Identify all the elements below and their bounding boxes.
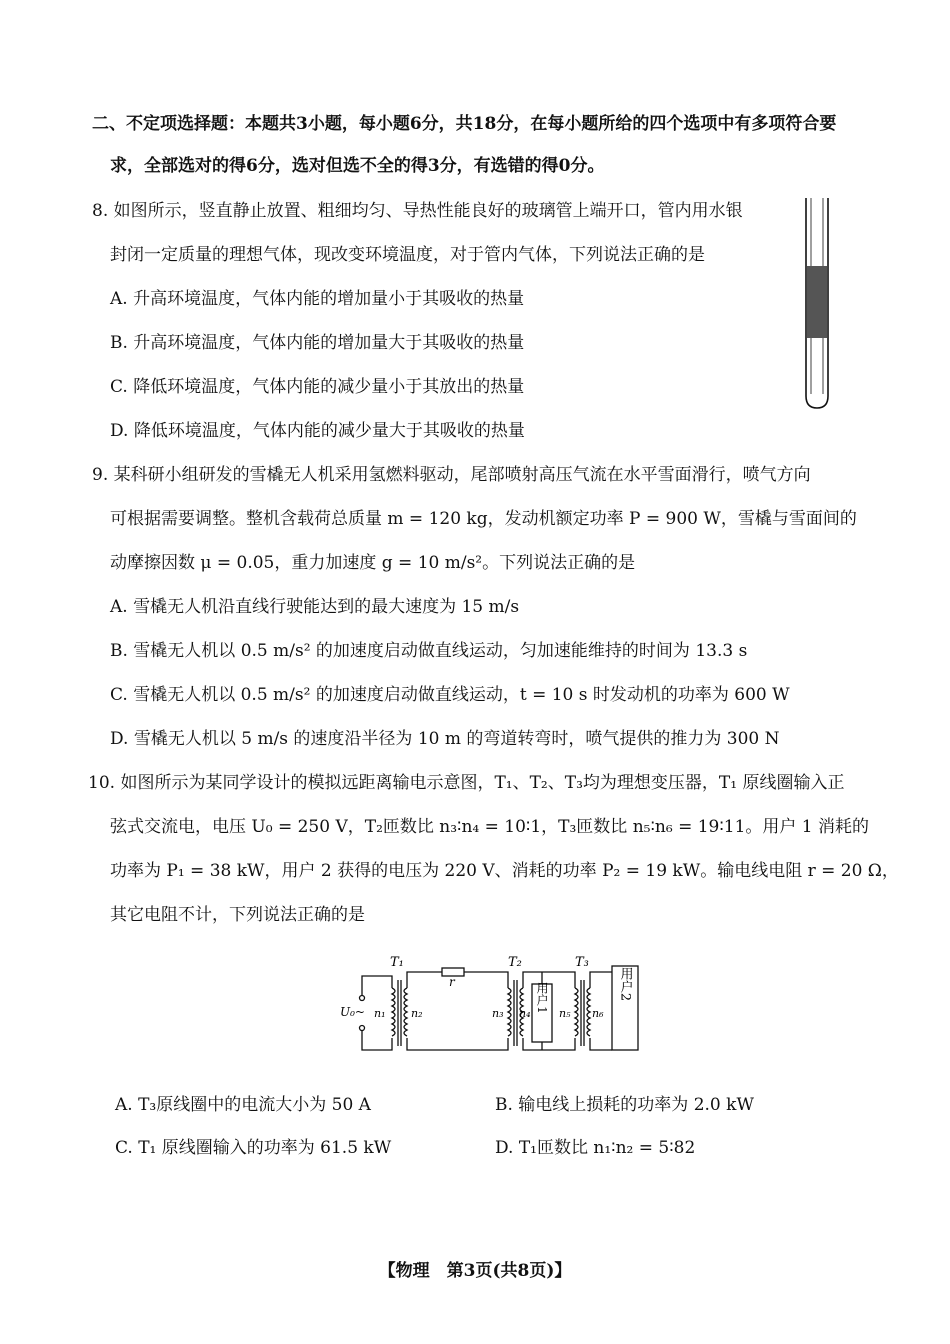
q9-stem-line2: 可根据需要调整。整机含载荷总质量 m = 120 kg，发动机额定功率 P = 900 W，雪橇与雪面间的: [110, 509, 857, 529]
q8-option-d: D. 降低环境温度，气体内能的减少量大于其吸收的热量: [110, 421, 525, 441]
transmission-circuit-diagram: [330, 950, 660, 1060]
mercury-column: [807, 266, 827, 338]
q8-option-b: B. 升高环境温度，气体内能的增加量大于其吸收的热量: [110, 333, 525, 353]
n2-label: n₂: [411, 1007, 423, 1020]
section-heading-line1: 二、不定项选择题：本题共3小题，每小题6分，共18分，在每小题所给的四个选项中有多项符合要: [92, 114, 837, 134]
q10-option-d: D. T₁匝数比 n₁∶n₂ = 5∶82: [495, 1138, 696, 1158]
page-footer: 【物理 第3页(共8页)】: [378, 1261, 572, 1281]
q10-stem-line3: 功率为 P₁ = 38 kW，用户 2 获得的电压为 220 V、消耗的功率 P₂ = 19 kW。输电线电阻 r = 20 Ω，: [110, 861, 899, 881]
q9-option-d: D. 雪橇无人机以 5 m/s 的速度沿半径为 10 m 的弯道转弯时，喷气提供的推力为 300 N: [110, 729, 780, 749]
q9-stem-line1: 9. 某科研小组研发的雪橇无人机采用氢燃料驱动，尾部喷射高压气流在水平雪面滑行，喷气方向: [92, 465, 811, 485]
terminal-bottom: [360, 1026, 365, 1031]
n4-label: n₄: [519, 1007, 531, 1020]
section-heading-line2: 求，全部选对的得6分，选对但选不全的得3分，有选错的得0分。: [110, 156, 605, 176]
q10-option-b: B. 输电线上损耗的功率为 2.0 kW: [495, 1095, 754, 1115]
u0-label: U₀~: [340, 1005, 365, 1019]
glass-tube-figure: [800, 196, 834, 414]
t2-label: T₂: [508, 955, 522, 970]
q8-option-c: C. 降低环境温度，气体内能的减少量小于其放出的热量: [110, 377, 525, 397]
q10-option-a: A. T₃原线圈中的电流大小为 50 A: [115, 1095, 371, 1115]
q9-stem-line3: 动摩擦因数 μ = 0.05，重力加速度 g = 10 m/s²。下列说法正确的是: [110, 553, 636, 573]
q8-stem-line2: 封闭一定质量的理想气体，现改变环境温度，对于管内气体，下列说法正确的是: [110, 245, 705, 265]
user2-label: 用户2: [617, 966, 633, 1002]
q10-stem-line1: 10. 如图所示为某同学设计的模拟远距离输电示意图，T₁、T₂、T₃均为理想变压器，T₁ 原线圈输入正: [88, 773, 845, 793]
n6-label: n₆: [592, 1007, 604, 1020]
t3-secondary-coil: [587, 988, 590, 1036]
q9-option-b: B. 雪橇无人机以 0.5 m/s² 的加速度启动做直线运动，匀加速能维持的时间为 13.3 s: [110, 641, 748, 661]
q10-stem-line2: 弦式交流电，电压 U₀ = 250 V，T₂匝数比 n₃∶n₄ = 10∶1，T₃匝数比 n₅∶n₆ = 19∶11。用户 1 消耗的: [110, 817, 870, 837]
q9-option-a: A. 雪橇无人机沿直线行驶能达到的最大速度为 15 m/s: [110, 597, 520, 617]
t1-label: T₁: [390, 955, 404, 970]
user1-label: 用户1: [535, 982, 549, 1014]
n3-label: n₃: [492, 1007, 504, 1020]
q8-option-a: A. 升高环境温度，气体内能的增加量小于其吸收的热量: [110, 289, 525, 309]
t2-primary-coil: [508, 988, 511, 1036]
q10-stem-line4: 其它电阻不计，下列说法正确的是: [110, 905, 365, 925]
terminal-top: [360, 996, 365, 1001]
t3-label: T₃: [575, 955, 589, 970]
t3-primary-coil: [575, 988, 578, 1036]
n1-label: n₁: [374, 1007, 386, 1020]
t1-secondary-coil: [404, 988, 407, 1036]
t1-primary-coil: [392, 988, 395, 1036]
q9-option-c: C. 雪橇无人机以 0.5 m/s² 的加速度启动做直线运动，t = 10 s 时发动机的功率为 600 W: [110, 685, 790, 705]
q8-stem-line1: 8. 如图所示，竖直静止放置、粗细均匀、导热性能良好的玻璃管上端开口，管内用水银: [92, 201, 743, 221]
resistor-label: r: [449, 975, 455, 989]
n5-label: n₅: [559, 1007, 571, 1020]
q10-option-c: C. T₁ 原线圈输入的功率为 61.5 kW: [115, 1138, 392, 1158]
